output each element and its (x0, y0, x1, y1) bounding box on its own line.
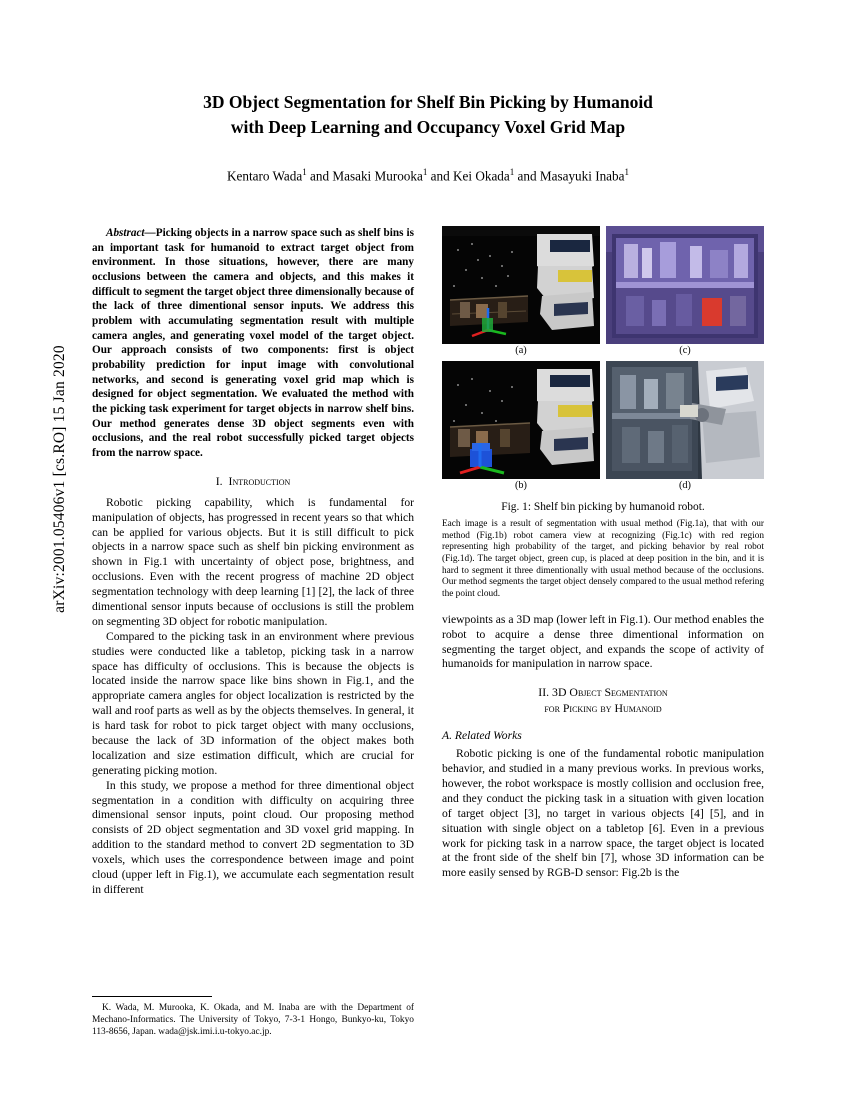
figure-cell-a (442, 226, 600, 359)
figure-sublabel-a: (a) (515, 345, 527, 356)
footnote-divider (92, 996, 212, 997)
abstract-lead: Abstract— (106, 227, 156, 239)
intro-paragraph-2: Compared to the picking task in an environment where previous studies were conducted like a tabletop, picking task in a narrow space has difficulty of occlusions. This is because the objects is located inside the narrow space like bins shown in Fig.1, and the appropriate camera angles for object localization is restricted by the wall and roof parts as well as by the objects themselves. In general, it is hard task for robot to pick target object with many occlusions, because the lack of 3D information of the object makes both localization and size estimation difficult, which are crucial for generating picking motion. (92, 629, 414, 777)
segmentation-our-method-image (442, 361, 600, 479)
section-heading-line-2: for Picking by Humanoid (544, 701, 662, 716)
figure-cell-b (442, 361, 600, 494)
abstract-text: Picking objects in a narrow space such as shelf bins is an important task for humanoid to extract target object from environment. In those situations, however, there are many occlusions between the camera and objects, and this makes it difficult to segment the target object three dimensionally because of the lack of three dimentional sensor inputs. We address this problem with accumulating segmentation result with multiple camera angles, and generating voxel model of the target object. Our approach consists of two components: first is object probability prediction for input image with convolutional networks, and second is generating voxel grid map which is designed for object segmentation. We evaluated the method with the picking task experiment for target objects in narrow shelf bins. Our method generates dense 3D object segments even with occlusions, and the real robot successfully picked target objects from the narrow space. (92, 227, 414, 460)
arxiv-stamp: arXiv:2001.05406v1 [cs.RO] 15 Jan 2020 (51, 345, 68, 613)
related-works-paragraph-1: Robotic picking is one of the fundamental robotic manipulation behavior, and studied in a many previous works. In previous works, however, the robot workspace is mostly collision and occlusion free, and they conduct the picking task in a situation with given location of target object [3], no target in various objects [4] [5], and in situation with single object on a tabletop [6]. Even in a previous work for picking task in a narrow space, the target object is located at the front side of the shelf bin [7], whose 3D information can be more easily sensed by RGB-D sensor: Fig.2b is the (442, 747, 764, 880)
real-robot-picking-image (606, 361, 764, 479)
robot-camera-view-image (606, 226, 764, 344)
section-title: Introduction (228, 473, 291, 488)
footnote-text: K. Wada, M. Murooka, K. Okada, and M. Inaba are with the Department of Mechano-Informatics. The University of Tokyo, 7-3-1 Hongo, Bunkyo-ku, Tokyo 113-8656, Japan. wada@jsk.imi.i.u-tokyo.ac.jp. (92, 1003, 414, 1038)
figure-grid (442, 226, 764, 494)
paper-header (92, 72, 764, 184)
figure-sublabel-d: (d) (678, 480, 691, 491)
body-columns (92, 226, 764, 1038)
figure-1 (442, 226, 764, 601)
intro-paragraph-4: viewpoints as a 3D map (lower left in Fig.1). Our method enables the robot to acquire a dense three dimentional information on segmenting the target object, and expands the scope of activity of humanoids for manipulation in narrow space. (442, 612, 764, 671)
intro-paragraph-1: Robotic picking capability, which is fundamental for manipulation of objects, has progressed in recent years so that which can be applied for various objects. But it is still difficult to pick objects in a narrow space such as shelf bin picking environment as shown in Fig.1 with uncertainty of object pose, brightness, and occlusions. Even with the recent progress of machine 2D object segmentation technology with deep learning [1] [2], the lack of three dimentional sensor inputs because of occlusions is still the problem on segmenting 3D object for robotic manipulation. (92, 495, 414, 628)
intro-paragraph-3: In this study, we propose a method for three dimentional object segmentation in a condition with difficulty on acquiring three dimensional sensor inputs, point cloud. Our proposing method consists of 2D object segmentation and 3D voxel grid mapping. In addition to the standard method to convert 2D segmentation to 3D voxels, which uses the correspondence between image and point cloud (upper left in Fig.1), we accumulate each segmentation result in different (92, 778, 414, 896)
title-line-2: with Deep Learning and Occupancy Voxel Grid Map (230, 117, 626, 138)
segmentation-usual-method-image (442, 226, 600, 344)
figure-caption: Fig. 1: Shelf bin picking by humanoid robot. (501, 501, 705, 513)
figure-cell-d (606, 361, 764, 494)
author-list: Kentaro Wada$^1$ and Masaki Murooka$^1$ and Kei Okada$^1$ and Masayuki Inaba$^1$ (227, 166, 629, 184)
figure-description: Each image is a result of segmentation with usual method (Fig.1a), that with our method (Fig.1b) robot camera view at recognizing (Fig.1c) with red region representing high probability of the target, and picking behavior by real robot (Fig.1d). The target object, green cup, is placed at deep position in the bin, and it is hard to segment it three dimentionally with usual method because of the occlusions. Our method segments the target object densely compared to the usual method refering the point cloud. (442, 518, 764, 600)
figure-cell-c (606, 226, 764, 359)
footnote-block (92, 986, 414, 1039)
section-heading-introduction (92, 474, 414, 489)
title-line-1: 3D Object Segmentation for Shelf Bin Picking by Humanoid (203, 92, 653, 112)
section-number: I. (215, 473, 223, 488)
right-column (442, 226, 764, 881)
section-heading-line-1: II. 3D Object Segmentation (538, 685, 668, 700)
abstract-paragraph (92, 226, 414, 461)
section-heading-3d-object-segmentation (442, 685, 764, 717)
page-title (92, 90, 764, 141)
figure-sublabel-c: (c) (679, 345, 691, 356)
left-column (92, 226, 414, 1038)
figure-sublabel-b: (b) (514, 480, 527, 491)
subsection-heading-related-works: A. Related Works (442, 729, 522, 743)
